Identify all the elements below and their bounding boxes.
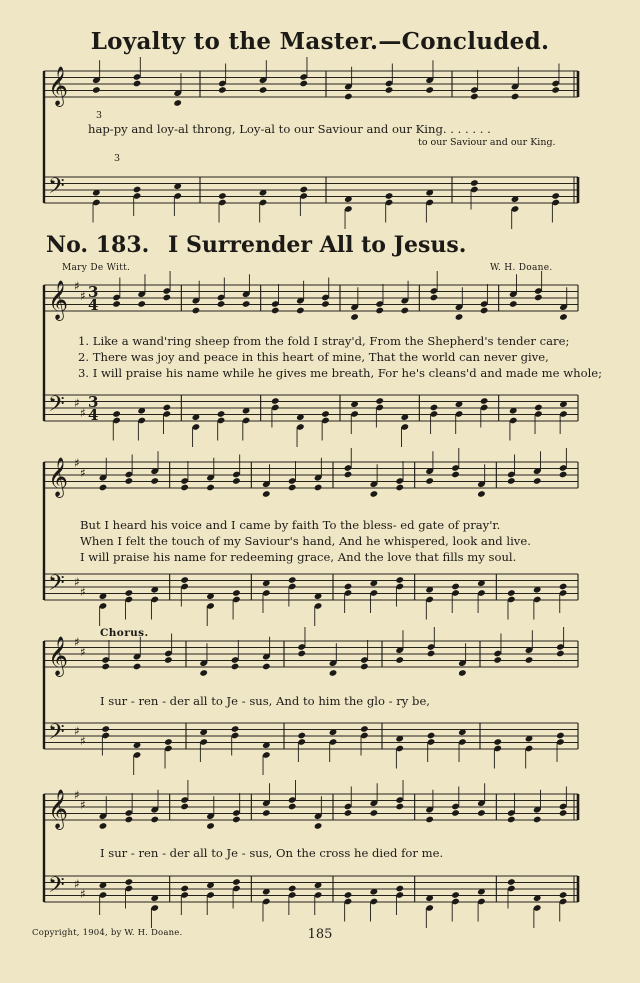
note-head [314, 484, 323, 492]
note-head [133, 186, 142, 194]
note-head [299, 186, 308, 194]
sharp-sign: ♯ [74, 396, 80, 410]
note-head [92, 86, 101, 94]
note-head [262, 663, 271, 671]
note-head [451, 471, 460, 479]
note-head [470, 179, 479, 187]
note-head [509, 300, 518, 308]
note-head [533, 816, 542, 824]
note-head [533, 477, 542, 485]
note-head [262, 490, 271, 498]
note-head [493, 656, 502, 664]
note-head [344, 809, 353, 817]
note-head [559, 313, 568, 321]
note-head [556, 732, 565, 740]
note-head [232, 477, 241, 485]
note-head [360, 725, 369, 733]
note-head [112, 410, 121, 418]
note-head [470, 93, 479, 101]
note-head [125, 589, 134, 597]
note-head [551, 86, 560, 94]
time-signature: 3 [88, 393, 99, 411]
bass-clef: 𝄢 [48, 873, 65, 903]
hymn-number: No. 183. [46, 232, 150, 258]
note-head [507, 589, 516, 597]
note-head [296, 307, 305, 315]
note-head [507, 878, 516, 886]
note-head [192, 307, 201, 315]
continuation-lyric: hap-py and loy-al throng, Loy-al to our Saviour and our King. . . . . . . [88, 122, 491, 136]
note-head [400, 307, 409, 315]
note-head [314, 822, 323, 830]
note-head [164, 656, 173, 664]
treble-clef: 𝄞 [48, 789, 69, 829]
note-head [344, 891, 353, 899]
note-head [559, 583, 568, 591]
note-head [344, 471, 353, 479]
note-head [458, 669, 467, 677]
hymn-title: I Surrender All to Jesus. [168, 232, 467, 258]
note-head [344, 583, 353, 591]
sharp-sign: ♯ [74, 635, 80, 649]
note-head [218, 192, 227, 200]
note-head [231, 725, 240, 733]
note-head [299, 80, 308, 88]
note-head [259, 86, 268, 94]
note-head [480, 397, 489, 405]
verse-line: 3. I will praise his name while he gives me breath, For he's cleans'd and made me whole; [78, 366, 603, 380]
hymn-author: Mary De Witt. [62, 263, 131, 273]
note-head [217, 410, 226, 418]
note-head [451, 809, 460, 817]
note-head [99, 484, 108, 492]
note-head [321, 300, 330, 308]
note-head [425, 86, 434, 94]
triplet-mark: 3 [96, 110, 103, 121]
note-head [101, 725, 110, 733]
verse-line: But I heard his voice and I came by faith To the bless- ed gate of pray'r. [80, 518, 501, 532]
note-head [297, 732, 306, 740]
note-head [477, 490, 486, 498]
note-head [534, 294, 543, 302]
note-head [534, 404, 543, 412]
note-head [133, 80, 142, 88]
verse-line: 1. Like a wand'ring sheep from the fold I stray'd, From the Shepherd's tender care; [78, 334, 570, 348]
note-head [525, 656, 534, 664]
note-head [180, 885, 189, 893]
note-head [206, 484, 215, 492]
verse-line: When I felt the touch of my Saviour's hand, And he whispered, look and live. [80, 534, 531, 548]
sharp-sign: ♯ [74, 877, 80, 891]
time-signature: 4 [88, 296, 99, 314]
sharp-sign: ♯ [80, 406, 86, 420]
note-head [507, 816, 516, 824]
chorus-label: Chorus. [100, 627, 149, 639]
copyright-notice: Copyright, 1904, by W. H. Doane. [32, 928, 183, 938]
note-head [162, 404, 171, 412]
note-head [271, 307, 280, 315]
note-head [480, 307, 489, 315]
note-head [242, 300, 251, 308]
sharp-sign: ♯ [80, 289, 86, 303]
note-head [180, 803, 189, 811]
note-head [370, 490, 379, 498]
note-head [321, 410, 330, 418]
note-head [395, 656, 404, 664]
note-head [477, 809, 486, 817]
sharp-sign: ♯ [80, 645, 86, 659]
chorus-line: I sur - ren - der all to Je - sus, And to him the glo - ry be, [100, 694, 430, 708]
note-head [385, 192, 394, 200]
note-head [101, 663, 110, 671]
verse-line: 2. There was joy and peace in this heart of mine, That the world can never give, [78, 350, 549, 364]
note-head [430, 294, 439, 302]
note-head [370, 809, 379, 817]
note-head [288, 885, 297, 893]
note-head [271, 397, 280, 405]
treble-clef: 𝄞 [48, 636, 69, 676]
note-head [493, 738, 502, 746]
note-head [507, 477, 516, 485]
bass-clef: 𝄢 [48, 720, 65, 750]
note-head [231, 663, 240, 671]
page-number: 185 [307, 927, 333, 942]
sharp-sign: ♯ [80, 466, 86, 480]
sharp-sign: ♯ [80, 585, 86, 599]
note-head [217, 300, 226, 308]
sharp-sign: ♯ [74, 724, 80, 738]
note-head [350, 313, 359, 321]
note-head [262, 809, 271, 817]
sharp-sign: ♯ [74, 788, 80, 802]
note-head [180, 484, 189, 492]
note-head [395, 576, 404, 584]
triplet-mark-bass: 3 [114, 153, 121, 164]
bass-clef: 𝄢 [48, 392, 65, 422]
note-head [297, 650, 306, 658]
bass-clef: 𝄢 [48, 174, 65, 204]
note-head [427, 732, 436, 740]
note-head [218, 86, 227, 94]
note-head [511, 93, 520, 101]
note-head [125, 878, 134, 886]
note-head [150, 477, 159, 485]
note-head [329, 669, 338, 677]
sharp-sign: ♯ [74, 575, 80, 589]
hymn-composer: W. H. Doane. [490, 263, 553, 273]
note-head [360, 663, 369, 671]
note-head [395, 484, 404, 492]
sharp-sign: ♯ [74, 279, 80, 293]
note-head [385, 86, 394, 94]
note-head [164, 738, 173, 746]
note-head [150, 816, 159, 824]
note-head [344, 93, 353, 101]
note-head [137, 300, 146, 308]
note-head [232, 589, 241, 597]
treble-clef: 𝄞 [48, 457, 69, 497]
note-head [427, 650, 436, 658]
note-head [430, 404, 439, 412]
chorus-line: I sur - ren - der all to Je - sus, On the cross he died for me. [100, 846, 444, 860]
note-head [288, 576, 297, 584]
sharp-sign: ♯ [80, 887, 86, 901]
treble-clef: 𝄞 [48, 66, 69, 106]
note-head [375, 307, 384, 315]
note-head [455, 313, 464, 321]
note-head [551, 192, 560, 200]
note-head [99, 822, 108, 830]
note-head [395, 885, 404, 893]
note-head [425, 477, 434, 485]
note-head [125, 816, 134, 824]
bass-clef: 𝄢 [48, 571, 65, 601]
note-head [199, 669, 208, 677]
continuation-title: Loyalty to the Master.—Concluded. [90, 28, 550, 55]
note-head [559, 471, 568, 479]
note-head [125, 477, 134, 485]
note-head [375, 397, 384, 405]
note-head [556, 650, 565, 658]
note-head [112, 300, 121, 308]
note-head [206, 822, 215, 830]
note-head [559, 809, 568, 817]
note-head [232, 878, 241, 886]
sharp-sign: ♯ [74, 456, 80, 470]
treble-clef: 𝄞 [48, 280, 69, 320]
note-head [559, 891, 568, 899]
note-head [451, 891, 460, 899]
note-head [425, 816, 434, 824]
continuation-alt-lyric: to our Saviour and our King. [418, 137, 556, 148]
note-head [180, 576, 189, 584]
note-head [173, 99, 182, 107]
verse-line: I will praise his name for redeeming grace, And the love that fills my soul. [80, 550, 517, 564]
note-head [232, 816, 241, 824]
note-head [395, 803, 404, 811]
note-head [162, 294, 171, 302]
sharp-sign: ♯ [80, 734, 86, 748]
sharp-sign: ♯ [80, 798, 86, 812]
note-head [288, 484, 297, 492]
note-head [288, 803, 297, 811]
note-head [451, 583, 460, 591]
time-signature: 3 [88, 283, 99, 301]
time-signature: 4 [88, 406, 99, 424]
note-head [133, 663, 142, 671]
